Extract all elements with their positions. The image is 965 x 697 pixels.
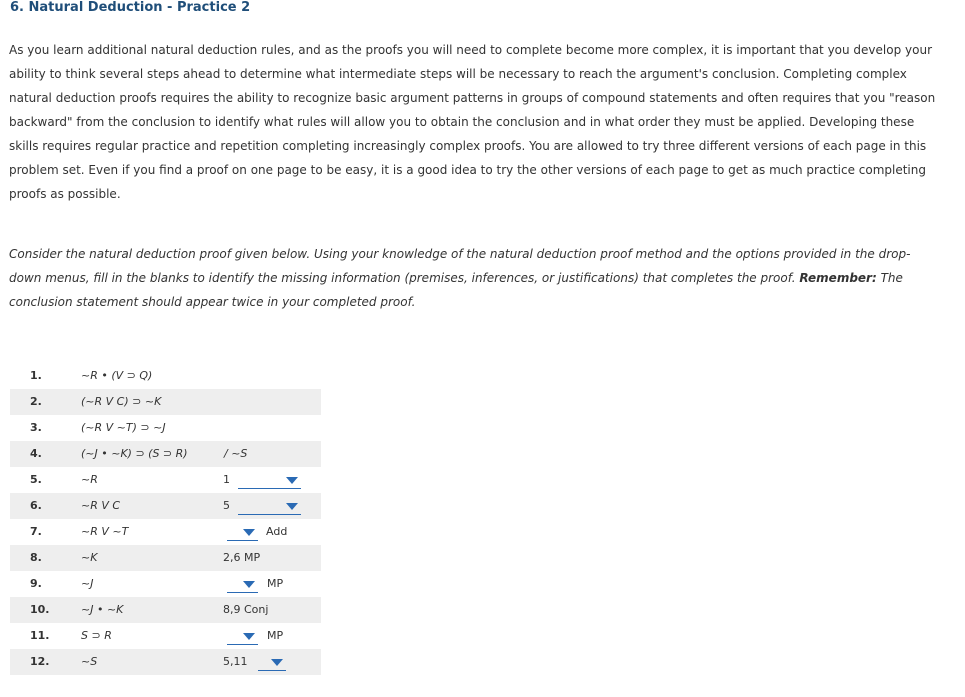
chevron-down-icon: [271, 659, 283, 666]
remember-label: Remember:: [799, 271, 877, 285]
line-number: 3.: [30, 421, 42, 434]
proof-line-9: [10, 571, 321, 597]
proof-line-6: [10, 493, 321, 519]
proof-table: [10, 363, 321, 675]
line-statement: ~R V C: [81, 499, 121, 512]
justification-lines: 5: [223, 499, 230, 512]
line-statement: ~S: [81, 655, 98, 668]
page-title: 6. Natural Deduction - Practice 2: [10, 0, 251, 15]
line-number: 5.: [30, 473, 42, 486]
line-number: 10.: [30, 603, 50, 616]
lines-dropdown[interactable]: [227, 575, 258, 593]
rule-label: MP: [267, 629, 284, 642]
lines-dropdown[interactable]: [227, 523, 258, 541]
proof-line-4: [10, 441, 321, 467]
line-number: 8.: [30, 551, 42, 564]
instructions-paragraph: [9, 242, 939, 314]
line-number: 4.: [30, 447, 42, 460]
proof-line-10: [10, 597, 321, 623]
line-number: 11.: [30, 629, 50, 642]
instructions-text: Consider the natural deduction proof given below. Using your knowledge of the natural deduction proof method and the options provided in the drop-down menus, fill in the blanks to identify the missing information (premises, inferences, or justifications) that completes the proof.: [9, 247, 911, 285]
line-number: 2.: [30, 395, 42, 408]
instructions-text-end: The conclusion statement should appear twice in your completed proof.: [9, 271, 903, 309]
chevron-down-icon: [243, 633, 255, 640]
proof-line-8: [10, 545, 321, 571]
rule-label: MP: [267, 577, 284, 590]
line-statement: (~J • ~K) ⊃ (S ⊃ R): [81, 447, 188, 460]
line-statement: ~J • ~K: [81, 603, 124, 616]
rule-label: Add: [266, 525, 288, 538]
rule-dropdown[interactable]: [258, 653, 286, 671]
line-statement: ~R: [81, 473, 98, 486]
proof-line-2: [10, 389, 321, 415]
proof-line-12: [10, 649, 321, 675]
proof-line-3: [10, 415, 321, 441]
chevron-down-icon: [286, 477, 298, 484]
justification-lines: 5,11: [223, 655, 248, 668]
proof-line-11: [10, 623, 321, 649]
justification: 2,6 MP: [223, 551, 261, 564]
line-number: 9.: [30, 577, 42, 590]
line-statement: S ⊃ R: [81, 629, 112, 642]
intro-paragraph: As you learn additional natural deduction rules, and as the proofs you will need to complete become more complex, it is important that you develop your ability to think several steps ahead to determine what intermediate steps will be necessary to reach the argument's conclusion. Completing complex natural deduction proofs requires the ability to recognize basic argument patterns in groups of compound statements and often requires that you "reason backward" from the conclusion to identify what rules will allow you to obtain the conclusion and in what order they must be applied. Developing these skills requires regular practice and repetition completing increasingly complex proofs. You are allowed to try three different versions of each page in this problem set. Even if you find a proof on one page to be easy, it is a good idea to try the other versions of each page to get as much practice completing proofs as possible.: [9, 43, 936, 201]
proof-line-7: [10, 519, 321, 545]
line-number: 6.: [30, 499, 42, 512]
rule-dropdown[interactable]: [238, 497, 301, 515]
line-statement: (~R V ~T) ⊃ ~J: [81, 421, 166, 434]
line-number: 1.: [30, 369, 42, 382]
line-number: 12.: [30, 655, 50, 668]
line-statement: ~K: [81, 551, 98, 564]
chevron-down-icon: [286, 503, 298, 510]
proof-line-1: [10, 363, 321, 389]
justification-lines: 1: [223, 473, 230, 486]
rule-dropdown[interactable]: [238, 471, 301, 489]
lines-dropdown[interactable]: [227, 627, 258, 645]
proof-line-5: [10, 467, 321, 493]
chevron-down-icon: [243, 581, 255, 588]
line-statement: (~R V C) ⊃ ~K: [81, 395, 162, 408]
line-statement: ~J: [81, 577, 94, 590]
line-number: 7.: [30, 525, 42, 538]
justification: 8,9 Conj: [223, 603, 269, 616]
line-statement: ~R • (V ⊃ Q): [81, 369, 153, 382]
chevron-down-icon: [243, 529, 255, 536]
line-statement: ~R V ~T: [81, 525, 129, 538]
conclusion-marker: / ~S: [224, 447, 248, 460]
